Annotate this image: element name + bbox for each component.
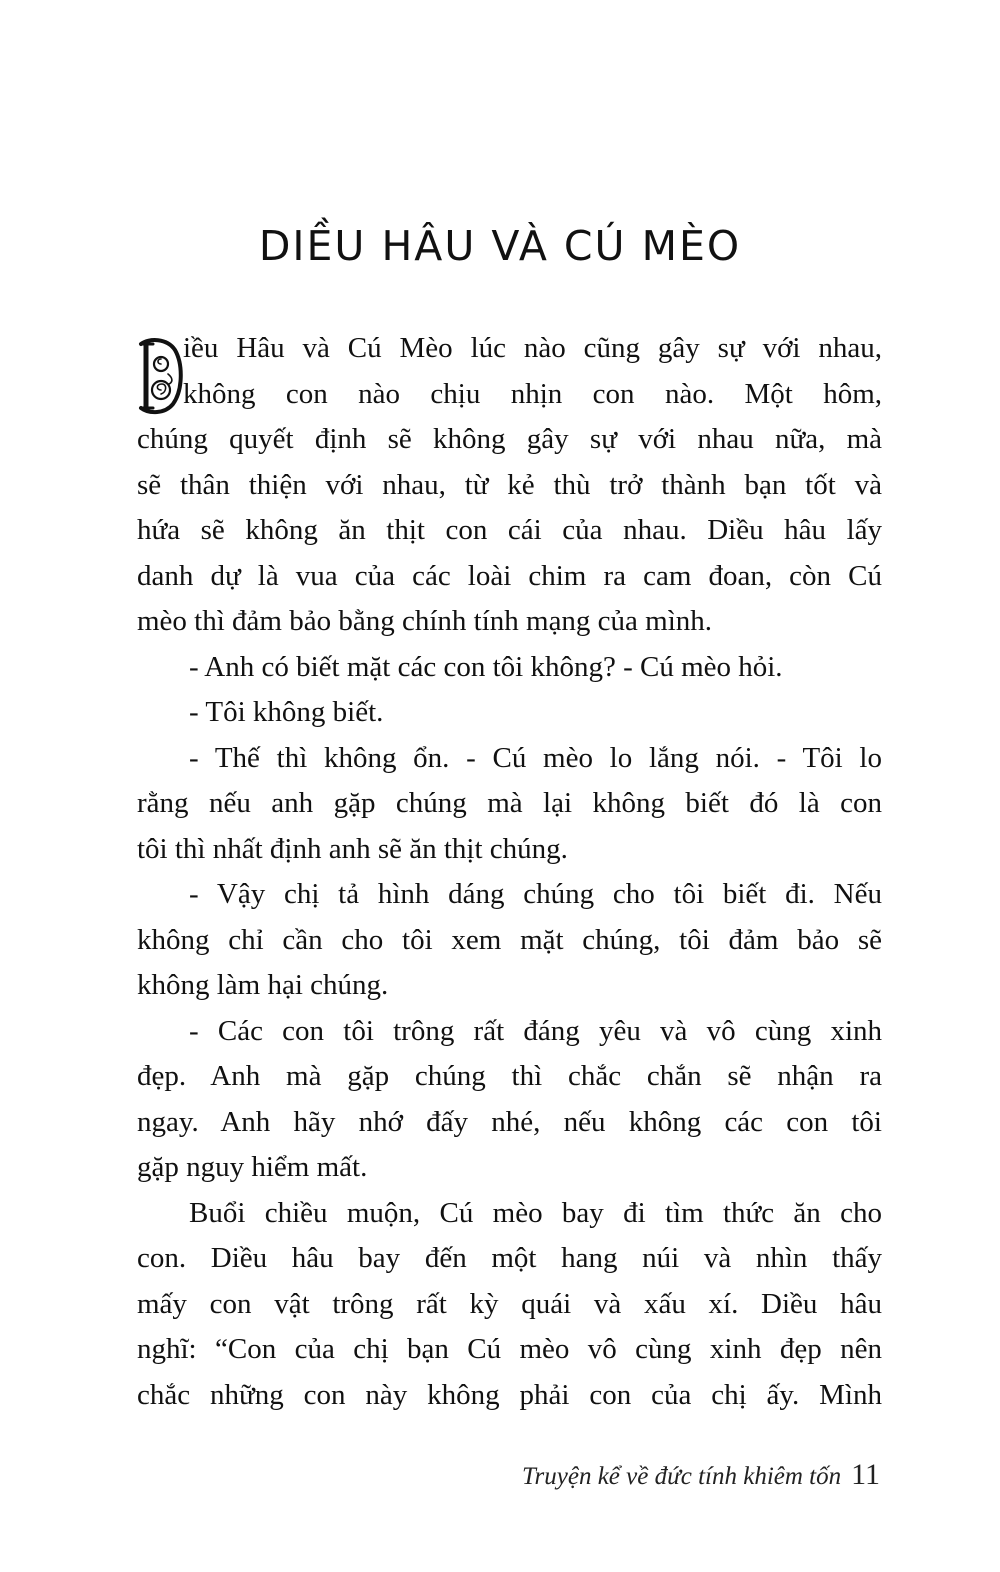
- text-line-9: - Tôi không biết.: [189, 696, 384, 728]
- text-line-3: chúng quyết định sẽ không gây sự với nhau nữa, mà: [137, 423, 882, 455]
- text-line-7: mèo thì đảm bảo bằng chính tính mạng của mình.: [137, 605, 713, 637]
- text-line-6: danh dự là vua của các loài chim ra cam đoan, còn Cú: [137, 559, 882, 592]
- text-line-8: - Anh có biết mặt các con tôi không? - Cú mèo hỏi.: [189, 650, 783, 683]
- text-line-13: - Vậy chị tả hình dáng chúng cho tôi biết đi. Nếu: [189, 878, 882, 910]
- text-line-1: iều Hâu và Cú Mèo lúc nào cũng gây sự với nhau,: [183, 332, 882, 364]
- text-line-5: hứa sẽ không ăn thịt con cái của nhau. Diều hâu lấy: [137, 514, 882, 546]
- text-line-15: không làm hại chúng.: [137, 969, 389, 1001]
- text-line-14: không chỉ cần cho tôi xem mặt chúng, tôi đảm bảo sẽ: [137, 923, 882, 956]
- text-line-11: rằng nếu anh gặp chúng mà lại không biết đó là con: [137, 787, 882, 819]
- story-title: DIỀU HÂU VÀ CÚ MÈO: [258, 222, 742, 270]
- text-line-4: sẽ thân thiện với nhau, từ kẻ thù trở thành bạn tốt và: [137, 468, 882, 501]
- text-line-2: không con nào chịu nhịn con nào. Một hôm,: [183, 377, 882, 410]
- story-body: [137, 326, 882, 1418]
- running-book-title: Truyện kể về đức tính khiêm tốn: [522, 1463, 842, 1490]
- text-line-19: gặp nguy hiểm mất.: [137, 1151, 368, 1183]
- text-line-20: Buổi chiều muộn, Cú mèo bay đi tìm thức ăn cho: [189, 1196, 882, 1229]
- page-number: 11: [851, 1458, 880, 1491]
- text-line-21: con. Diều hâu bay đến một hang núi và nhìn thấy: [137, 1242, 882, 1274]
- page-footer: [522, 1458, 880, 1492]
- text-line-18: ngay. Anh hãy nhớ đấy nhé, nếu không các con tôi: [137, 1105, 882, 1138]
- text-line-10: - Thế thì không ổn. - Cú mèo lo lắng nói. - Tôi lo: [189, 741, 882, 774]
- text-line-12: tôi thì nhất định anh sẽ ăn thịt chúng.: [137, 832, 568, 865]
- text-line-24: chắc những con này không phải con của chị ấy. Mình: [137, 1378, 882, 1411]
- text-line-17: đẹp. Anh mà gặp chúng thì chắc chắn sẽ nhận ra: [137, 1060, 882, 1092]
- text-line-23: nghĩ: “Con của chị bạn Cú mèo vô cùng xinh đẹp nên: [137, 1333, 882, 1365]
- text-line-22: mấy con vật trông rất kỳ quái và xấu xí. Diều hâu: [137, 1287, 882, 1320]
- text-line-16: - Các con tôi trông rất đáng yêu và vô cùng xinh: [189, 1014, 882, 1047]
